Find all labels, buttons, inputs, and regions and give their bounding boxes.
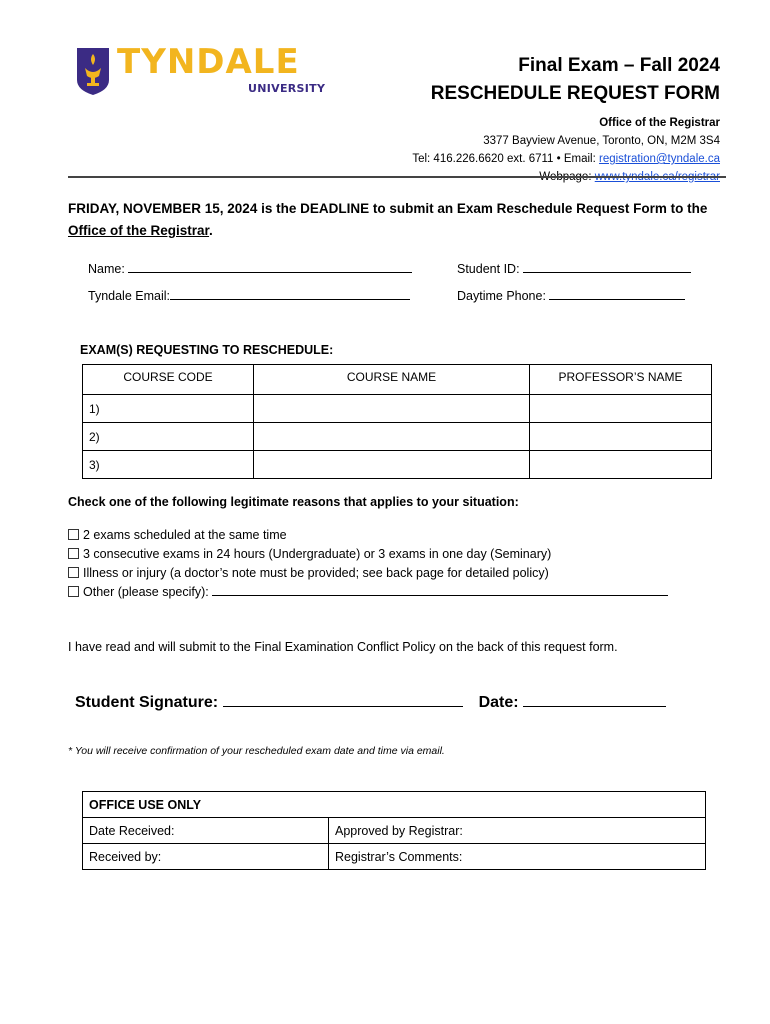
table-row (83, 395, 712, 423)
university-logo (75, 42, 326, 98)
option-label: Other (please specify): (83, 585, 209, 599)
row-number: 2) (89, 429, 100, 444)
list-item (68, 526, 668, 545)
checkbox[interactable] (68, 586, 79, 597)
office-address: 3377 Bayview Avenue, Toronto, ON, M2M 3S4 (483, 135, 720, 147)
option-label: 2 exams scheduled at the same time (83, 528, 287, 542)
row-1-code[interactable] (83, 395, 254, 423)
comments-cell: Registrar’s Comments: (329, 844, 706, 870)
signature-label: Student Signature: (75, 694, 219, 711)
form-title-line2: RESCHEDULE REQUEST FORM (430, 83, 720, 104)
list-item (68, 564, 668, 583)
name-line[interactable] (128, 261, 412, 273)
row-3-code[interactable] (83, 451, 254, 479)
deadline-date: FRIDAY, NOVEMBER 15, 2024 (68, 201, 258, 216)
email-link[interactable]: registration@tyndale.ca (599, 153, 720, 165)
exams-label: EXAM(S) REQUESTING TO RESCHEDULE: (80, 343, 334, 357)
exams-table (82, 364, 712, 479)
phone-line[interactable] (549, 288, 685, 300)
email-field[interactable] (88, 288, 410, 303)
deadline-office: Office of the Registrar (68, 223, 210, 238)
crest-icon (75, 46, 111, 96)
checkbox[interactable] (68, 567, 79, 578)
reasons-label: Check one of the following legitimate reasons that applies to your situation: (68, 495, 519, 509)
email-line[interactable] (170, 288, 410, 300)
received-by-cell: Received by: (83, 844, 329, 870)
checkbox[interactable] (68, 529, 79, 540)
deadline-end: . (209, 223, 213, 238)
logo-wordmark: TYNDALE (117, 42, 300, 82)
header-divider (68, 176, 726, 178)
option-label: Illness or injury (a doctor’s note must be provided; see back page for detailed policy) (83, 566, 549, 580)
contact-line (412, 150, 720, 168)
other-specify-line[interactable] (212, 584, 668, 596)
signature-row (75, 690, 666, 712)
table-row (83, 451, 712, 479)
row-1-professor[interactable] (530, 395, 712, 423)
option-label: 3 consecutive exams in 24 hours (Undergraduate) or 3 exams in one day (Seminary) (83, 547, 552, 561)
date-line[interactable] (523, 690, 666, 707)
row-1-name[interactable] (254, 395, 530, 423)
form-title-line1: Final Exam – Fall 2024 (518, 55, 720, 76)
office-name: Office of the Registrar (599, 117, 720, 129)
office-use-title: OFFICE USE ONLY (83, 792, 706, 818)
student-id-label: Student ID: (457, 262, 520, 276)
phone-field[interactable] (457, 288, 685, 303)
approved-by-cell: Approved by Registrar: (329, 818, 706, 844)
deadline-text: is the DEADLINE to submit an Exam Reschedule Request Form to the (257, 201, 708, 216)
deadline-notice (68, 198, 728, 242)
date-received-cell: Date Received: (83, 818, 329, 844)
row-3-professor[interactable] (530, 451, 712, 479)
policy-statement: I have read and will submit to the Final Examination Conflict Policy on the back of this request form. (68, 640, 618, 654)
checkbox[interactable] (68, 548, 79, 559)
table-row (83, 792, 706, 818)
logo-subtitle: UNIVERSITY (248, 82, 326, 95)
table-row (83, 844, 706, 870)
list-item (68, 583, 668, 602)
row-number: 3) (89, 457, 100, 472)
row-2-name[interactable] (254, 423, 530, 451)
signature-line[interactable] (223, 690, 463, 707)
email-label: Tyndale Email: (88, 289, 170, 303)
table-row (83, 818, 706, 844)
row-number: 1) (89, 401, 100, 416)
col-course-name: COURSE NAME (254, 365, 530, 395)
col-professor: PROFESSOR’S NAME (530, 365, 712, 395)
office-use-table (82, 791, 706, 870)
confirmation-note: * You will receive confirmation of your rescheduled exam date and time via email. (68, 745, 445, 757)
row-2-code[interactable] (83, 423, 254, 451)
exams-header-row (83, 365, 712, 395)
date-label: Date: (478, 694, 519, 711)
list-item (68, 545, 668, 564)
header-block (412, 52, 720, 186)
col-course-code: COURSE CODE (83, 365, 254, 395)
reasons-list (68, 526, 668, 602)
name-label: Name: (88, 262, 125, 276)
student-id-field[interactable] (457, 261, 691, 276)
tel-text: Tel: 416.226.6620 ext. 6711 • Email: (412, 153, 599, 165)
table-row (83, 423, 712, 451)
row-2-professor[interactable] (530, 423, 712, 451)
student-id-line[interactable] (523, 261, 691, 273)
name-field[interactable] (88, 261, 412, 276)
phone-label: Daytime Phone: (457, 289, 546, 303)
row-3-name[interactable] (254, 451, 530, 479)
